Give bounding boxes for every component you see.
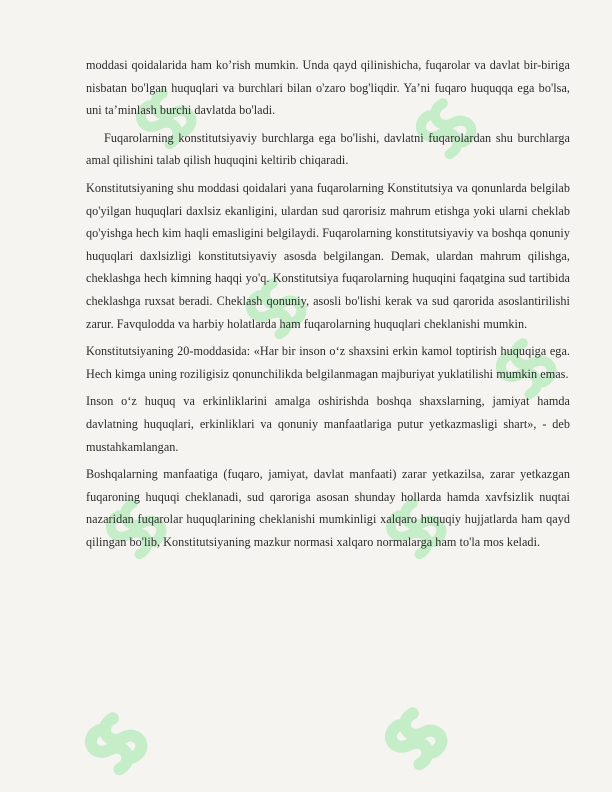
paragraph: Boshqalarning manfaatiga (fuqaro, jamiyat, davlat manfaati) zarar yetkazilsa, zarar yetkazgan fuqaroning huquqi cheklanadi, sud qaroriga asosan shunday hollarda hamda xavfsizlik nuqtai nazaridan fuqarolar huquqlarining cheklanishi mumkinligi xalqaro huquqiy hujjatlarda ham qayd qilingan bo'lib, Konstitutsiyaning mazkur normasi xalqaro normalarga ham to'la mos keladi. [86, 467, 570, 549]
paragraph: Fuqarolarning konstitutsiyaviy burchlarga ega bo'lishi, davlatni fuqarolardan shu burchlarga amal qilishini talab qilish huquqini keltirib chiqaradi. [86, 130, 570, 168]
paragraph: Konstitutsiyaning 20-moddasida: «Har bir inson oʻz shaxsini erkin kamol toptirish huquqiga ega. Hech kimga uning roziligisiz qonunchilikda belgilanmagan majburiyat yuklatilishi mumkin emas. [86, 344, 570, 381]
logo-s-icon [85, 712, 147, 776]
paragraph: Konstitutsiyaning shu moddasi qoidalari yana fuqarolarning Konstitutsiya va qonunlarda belgilab qo'yilgan huquqlari daxlsiz ekanligini, ulardan sud qarorisiz mahrum etishga yoki ularni cheklab qo'yishga hech kim haqli emasligini belgilaydi. Fuqarolarning konstitutsiyaviy va boshqa qonuniy huquqlari daxlsizligi konstitutsiyaviy asosda belgilangan. Demak, ulardan mahrum qilishga, cheklashga hech kimning haqqi yo'q. Konstitutsiya fuqarolarning huquqini faqatgina sud tartibida cheklashga ruxsat beradi. Cheklash qonuniy, asosli bo'lishi kerak va sud qarorida asoslantirilishi zarur. Favqulodda va harbiy holatlarda ham fuqarolarning huquqlari cheklanishi mumkin. [86, 180, 570, 331]
logo-s-icon [385, 707, 447, 771]
document-body [86, 54, 570, 558]
paragraph: Inson oʻz huquq va erkinliklarini amalga oshirishda boshqa shaxslarning, jamiyat hamda davlatning huquqlari, erkinliklari va qonuniy manfaatlariga putur yetkazmasligi shart», - deb mustahkamlangan. [86, 394, 570, 454]
paragraph: moddasi qoidalarida ham ko’rish mumkin. Unda qayd qilinishicha, fuqarolar va davlat bir-biriga nisbatan bo'lgan huquqlari va burchlari bilan o'zaro bog'liqdir. Ya’ni fuqaro huquqqa ega bo'lsa, uni ta’minlash burchi davlatda bo'ladi. [86, 58, 570, 118]
